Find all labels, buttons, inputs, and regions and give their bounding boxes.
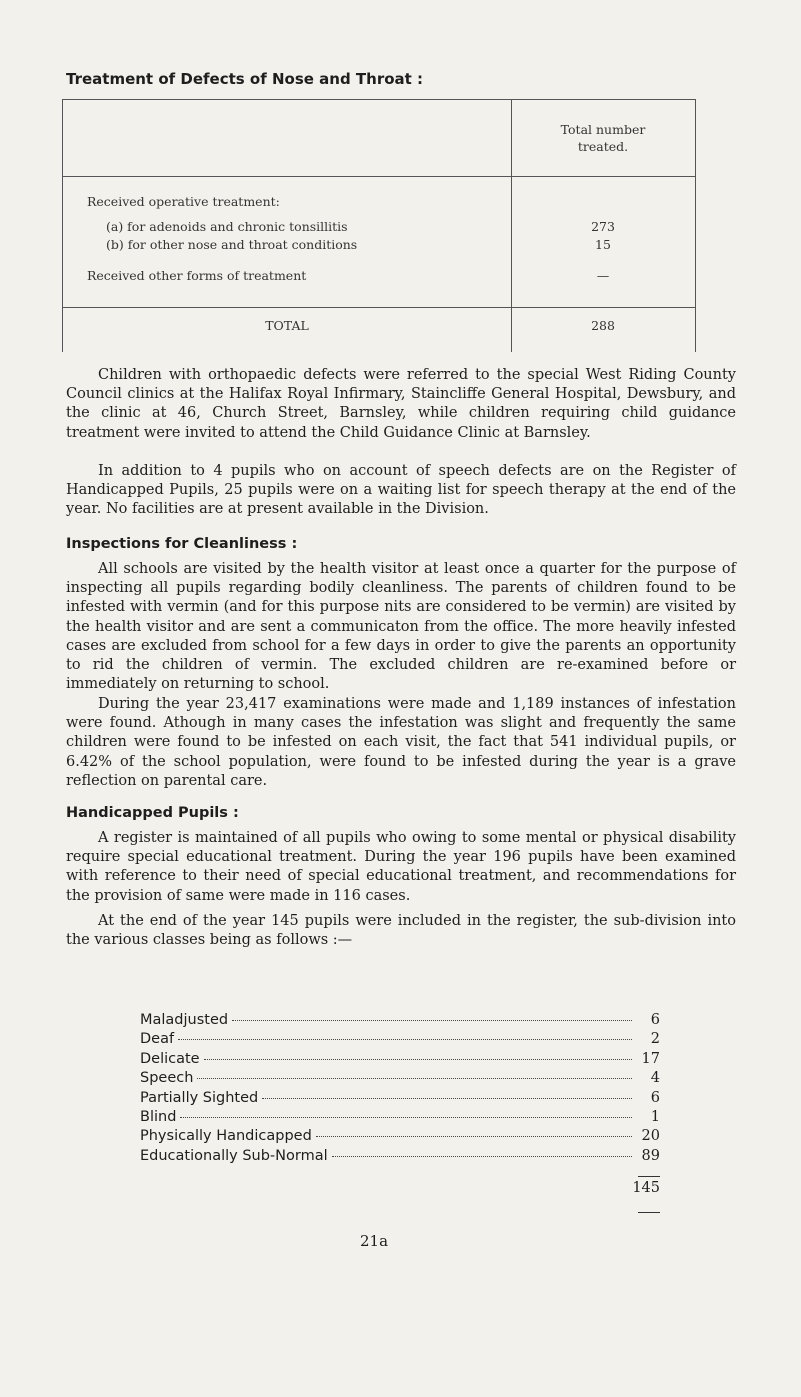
class-count: 89 <box>641 1147 660 1164</box>
paragraph-speech: In addition to 4 pupils who on account of speech defects are on the Register of Handicapped Pupils, 25 pupils were on a waiting list for speech therapy at the end of the year. No facilities are at present available in the Division. <box>66 463 736 518</box>
class-label: Delicate <box>140 1050 200 1067</box>
list-item <box>140 1031 660 1050</box>
column-header-line1: Total number <box>560 122 646 137</box>
total-rule-above <box>638 1176 660 1177</box>
row-label-b: (b) for other nose and throat conditions <box>106 237 358 252</box>
paragraph-cleanliness-1: All schools are visited by the health visitor at least once a quarter for the purpose of inspecting all pupils regarding bodily cleanliness. The parents of children found to be infested with vermin (and for this purpose nits are considered to be vermin) are visited by the health visitor and are sent a communicaton from the office. The more heavily infested cases are excluded from school for a few days in order to give the parents an opportunity to rid the children of vermin. The excluded children are re-examined before or immediately on returning to school. <box>66 561 736 693</box>
section-heading-nose-throat: Treatment of Defects of Nose and Throat : <box>66 70 424 88</box>
leader-dots <box>262 1098 632 1099</box>
row-value-a: 273 <box>591 219 615 234</box>
row-label-other: Received other forms of treatment <box>87 268 307 283</box>
class-count: 4 <box>650 1070 660 1087</box>
leader-dots <box>316 1136 632 1137</box>
class-label: Educationally Sub-Normal <box>140 1147 328 1164</box>
class-label: Partially Sighted <box>140 1089 259 1106</box>
total-label: TOTAL <box>265 318 309 333</box>
leader-dots <box>197 1078 632 1079</box>
total-value: 288 <box>591 318 615 333</box>
paragraph-handicapped-1: A register is maintained of all pupils who owing to some mental or physical disability require special educational treatment. During the year 196 pupils have been examined with reference to their need of special educational treatment, and recommendations for the provision of same were made in 116 cases. <box>66 830 736 904</box>
class-count: 20 <box>641 1128 660 1145</box>
class-count: 1 <box>650 1108 660 1125</box>
class-label: Deaf <box>140 1031 175 1048</box>
class-count: 17 <box>641 1050 660 1067</box>
class-count: 6 <box>650 1089 660 1106</box>
list-item <box>140 1051 660 1070</box>
section-heading-cleanliness: Inspections for Cleanliness : <box>66 536 298 552</box>
class-count: 2 <box>650 1031 660 1048</box>
nose-throat-table <box>62 99 696 352</box>
paragraph-handicapped-2: At the end of the year 145 pupils were included in the register, the sub-division into the various classes being as follows :— <box>66 913 736 949</box>
table-header-rule <box>63 176 695 177</box>
handicap-class-list <box>140 1012 660 1167</box>
class-label: Blind <box>140 1108 177 1125</box>
class-count: 6 <box>650 1012 660 1028</box>
list-item <box>140 1012 660 1031</box>
row-value-b: 15 <box>595 237 611 252</box>
total-rule-below <box>638 1212 660 1213</box>
leader-dots <box>178 1039 632 1040</box>
list-item <box>140 1070 660 1089</box>
leader-dots <box>180 1117 632 1118</box>
leader-dots <box>204 1059 632 1060</box>
list-item <box>140 1148 660 1167</box>
leader-dots <box>332 1156 632 1157</box>
row-value-other: — <box>596 268 610 283</box>
class-label: Physically Handicapped <box>140 1128 312 1145</box>
classes-total: 145 <box>632 1180 660 1196</box>
page-number: 21a <box>360 1232 389 1250</box>
row-label-a: (a) for adenoids and chronic tonsillitis <box>106 219 348 234</box>
list-item <box>140 1128 660 1147</box>
group-label-operative: Received operative treatment: <box>87 194 280 209</box>
paragraph-cleanliness-2: During the year 23,417 examinations were made and 1,189 instances of infestation were found. Athough in many cases the infestation was slight and frequently the same children were found to be infested on each visit, the fact that 541 individual pupils, or 6.42% of the school population, were found to be infested during the year is a grave reflection on parental care. <box>66 696 736 789</box>
list-item <box>140 1090 660 1109</box>
leader-dots <box>232 1020 632 1021</box>
section-heading-handicapped: Handicapped Pupils : <box>66 805 239 821</box>
paragraph-orthopaedic: Children with orthopaedic defects were referred to the special West Riding County Council clinics at the Halifax Royal Infirmary, Staincliffe General Hospital, Dewsbury, and the clinic at 46, Church Street, Barnsley, while children requiring child guidance treatment were invited to attend the Child Guidance Clinic at Barnsley. <box>66 367 736 441</box>
class-label: Maladjusted <box>140 1012 229 1028</box>
class-label: Speech <box>140 1070 194 1087</box>
list-item <box>140 1109 660 1128</box>
table-total-rule <box>63 307 695 308</box>
column-header-line2: treated. <box>577 139 629 154</box>
